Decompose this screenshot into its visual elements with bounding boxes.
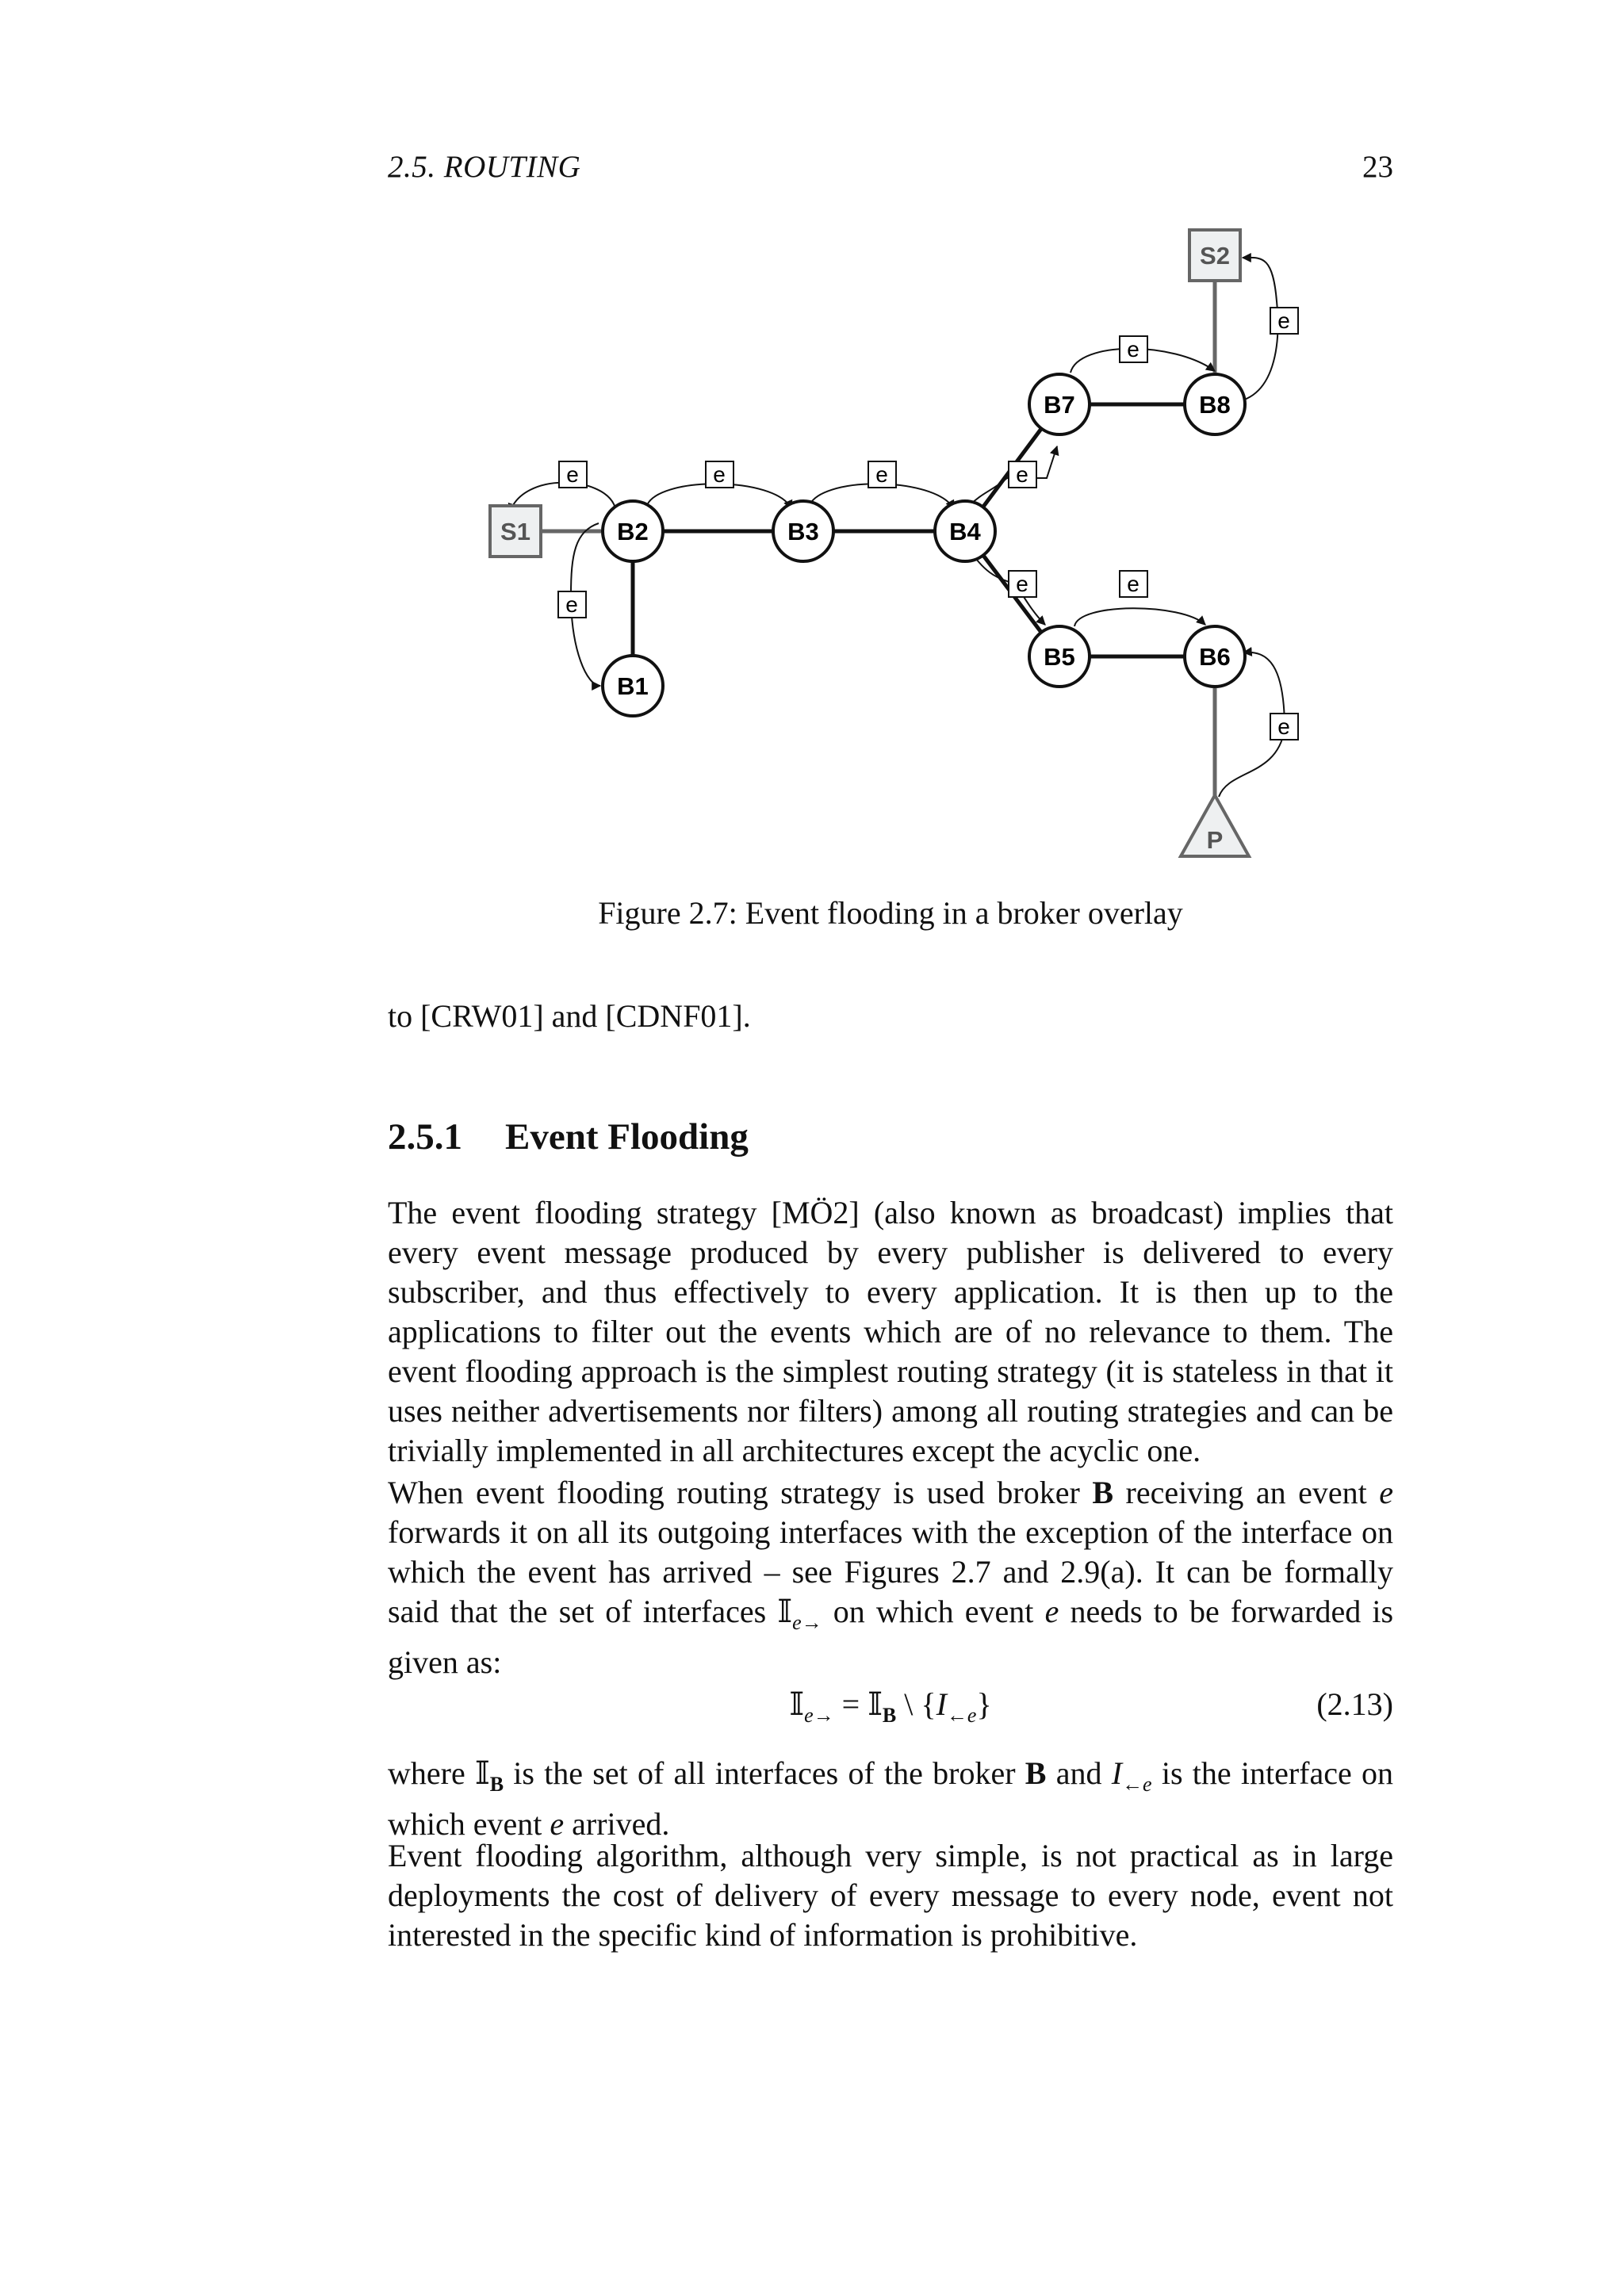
broker-nodes [603, 374, 1245, 716]
subsection-heading [388, 1115, 749, 1158]
node-label: P [1206, 826, 1224, 854]
text-run: B [489, 1773, 504, 1796]
page-number: 23 [1362, 150, 1393, 184]
event-tag-label: e [1277, 714, 1290, 739]
text-run: I [936, 1686, 947, 1722]
node-label: B7 [1044, 391, 1075, 419]
text-run: needs to be forwarded is given as: [388, 1594, 1394, 1680]
broker-node-b1 [603, 656, 663, 716]
text-run: e [550, 1806, 565, 1842]
text-run: e→ [792, 1611, 822, 1634]
equation-2-13 [388, 1686, 1393, 1730]
text-run: on which event [822, 1594, 1045, 1629]
subscriber-s1 [490, 506, 541, 557]
node-label: B3 [787, 518, 819, 545]
text-run: B [1092, 1475, 1113, 1510]
text-run: B [882, 1704, 897, 1727]
figure-caption: Figure 2.7: Event flooding in a broker overlay [598, 895, 1183, 931]
section-title: 2.5. ROUTING [388, 150, 581, 184]
equation-number: (2.13) [1316, 1686, 1393, 1722]
broker-node-b2 [603, 501, 663, 561]
equation-formula [388, 1686, 1393, 1728]
text-run: ←e [946, 1704, 977, 1727]
node-label: B1 [617, 672, 649, 700]
broker-node-b8 [1185, 374, 1245, 434]
event-tag-label: e [1127, 572, 1139, 596]
text-run: receiving an event [1113, 1475, 1380, 1510]
event-tag [868, 461, 896, 488]
math-subscript [883, 1704, 896, 1727]
broker-node-b4 [935, 501, 995, 561]
paragraph-3 [388, 1754, 1393, 1844]
paragraph-1: The event flooding strategy [MÖ2] (also known as broadcast) implies that every event message produced by every publisher is delivered to every subscriber, and thus effectively to every application. It is then up to the applications to filter out the events which are of no relevance to them. The event flooding approach is the simplest routing strategy (it is stateless in that it uses neither advertisements nor filters) among all routing strategies and can be trivially implemented in all architectures except the acyclic one. [388, 1195, 1393, 1468]
broker-node-b3 [773, 501, 833, 561]
event-tag-label: e [1016, 462, 1028, 487]
broker-node-b5 [1029, 626, 1090, 687]
text-run: ←e [1122, 1773, 1152, 1796]
text-run: = [833, 1686, 868, 1722]
event-tag [559, 461, 587, 488]
event-tags [558, 308, 1298, 740]
event-tag [1120, 336, 1147, 362]
subsection-number: 2.5.1 [388, 1116, 462, 1158]
event-tag-label: e [565, 592, 578, 617]
text-run: e [1044, 1594, 1059, 1629]
event-tag-label: e [1277, 308, 1290, 333]
text-run: where [388, 1755, 475, 1791]
node-label: B8 [1199, 391, 1231, 419]
node-label: S2 [1200, 242, 1230, 270]
text-run: and [1046, 1755, 1112, 1791]
broker-overlay-figure [476, 222, 1308, 872]
text-run: I [1111, 1755, 1123, 1791]
paragraph-4: Event flooding algorithm, although very simple, is not practical as in large deployments the cost of delivery of every message to every node, event not interested in the specific kind of information is prohibitive. [388, 1838, 1393, 1953]
math-subscript [1122, 1773, 1152, 1796]
subsection-title: Event Flooding [505, 1116, 749, 1158]
event-tag-label: e [713, 462, 726, 487]
subscriber-s2 [1189, 230, 1240, 281]
math-symbol: 𝕀 [868, 1686, 883, 1723]
math-symbol: 𝕀 [777, 1594, 793, 1630]
text-run: } [976, 1686, 992, 1722]
event-tag [1270, 308, 1298, 334]
event-tag-label: e [1016, 572, 1028, 596]
text-fragment: to [CRW01] and [CDNF01]. [388, 998, 751, 1034]
math-symbol: 𝕀 [474, 1755, 490, 1792]
broker-node-b6 [1185, 626, 1245, 687]
math-subscript [947, 1704, 977, 1727]
node-label: B6 [1199, 643, 1231, 671]
running-header [388, 143, 1393, 190]
math-symbol: 𝕀 [789, 1686, 805, 1723]
text-run: is the interface on which event [388, 1755, 1393, 1842]
text-run: forwards it on all its outgoing interfaces with the exception of the interface on which the event has arrived – see Figures 2.7 and 2.9(a). It can be formally said that the set of interfaces [388, 1514, 1393, 1629]
text-run: B [1025, 1755, 1047, 1791]
math-subscript [792, 1611, 822, 1634]
node-label: S1 [500, 518, 530, 545]
event-tag-label: e [875, 462, 888, 487]
text-run: e [1379, 1475, 1393, 1510]
text-run: When event flooding routing strategy is used broker [388, 1475, 1093, 1510]
node-label: B2 [617, 518, 649, 545]
event-tag [1009, 461, 1036, 488]
event-tag-label: e [1127, 337, 1139, 362]
event-tag [558, 591, 586, 618]
event-tag [1270, 714, 1298, 740]
node-label: B5 [1044, 643, 1075, 671]
node-label: B4 [949, 518, 981, 545]
paragraph-2 [388, 1473, 1393, 1682]
text-run: e→ [804, 1704, 834, 1727]
broker-node-b7 [1029, 374, 1090, 434]
text-run: is the set of all interfaces of the broker [504, 1755, 1025, 1791]
event-tag [706, 461, 733, 488]
math-subscript [490, 1773, 504, 1796]
event-tag-label: e [566, 462, 579, 487]
overlay-links [633, 404, 1215, 686]
text-run: arrived. [564, 1806, 670, 1842]
math-subscript [804, 1704, 834, 1727]
text-run: \ { [896, 1686, 936, 1722]
event-tag [1009, 571, 1036, 597]
publisher-p [1181, 795, 1249, 856]
figure-canvas [476, 222, 1308, 872]
event-tag [1120, 571, 1147, 597]
